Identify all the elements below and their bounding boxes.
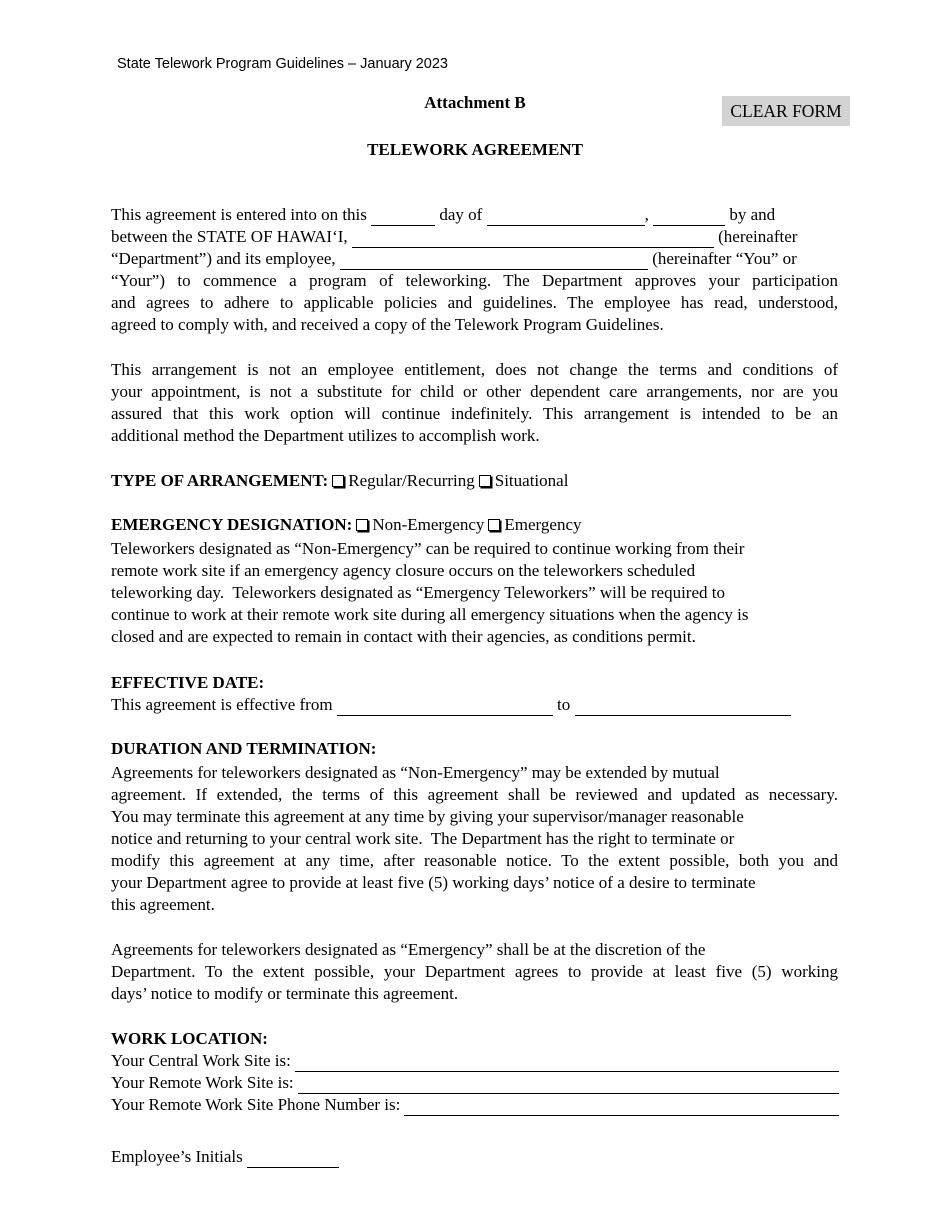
arrangement-heading: TYPE OF ARRANGEMENT:	[111, 471, 329, 490]
remote-site-row	[111, 1072, 839, 1094]
attachment-label: Attachment B	[424, 93, 526, 112]
running-header: State Telework Program Guidelines – January 2023	[117, 56, 449, 72]
intro-text: ,	[644, 205, 649, 224]
remote-phone-row	[111, 1094, 839, 1116]
duration-heading: DURATION AND TERMINATION:	[111, 739, 377, 758]
situational-checkbox[interactable]	[479, 475, 491, 487]
department-blank[interactable]	[352, 231, 714, 248]
duration-line-1: Agreements for teleworkers designated as “Non-Emergency” may be extended by mutual	[111, 763, 720, 782]
intro-text: This agreement is entered into on this	[111, 205, 367, 224]
effective-to-text: to	[557, 695, 571, 714]
initials-blank[interactable]	[247, 1151, 339, 1168]
intro-text: (hereinafter “You” or	[652, 249, 797, 268]
situational-label: Situational	[494, 471, 569, 490]
remote-site-blank[interactable]	[298, 1077, 839, 1094]
central-site-label: Your Central Work Site is:	[111, 1051, 291, 1070]
non-emergency-checkbox[interactable]	[356, 519, 368, 531]
duration-line-2: agreement. If extended, the terms of this agreement shall be reviewed and updated as necessary.	[111, 785, 838, 804]
duration-line-7: this agreement.	[111, 895, 215, 914]
duration-p2-line-1: Agreements for teleworkers designated as “Emergency” shall be at the discretion of the	[111, 940, 706, 959]
employee-blank[interactable]	[340, 253, 648, 270]
emergency-line-5: closed and are expected to remain in contact with their agencies, as conditions permit.	[111, 627, 696, 646]
intro-line-5: and agrees to adhere to applicable policies and guidelines. The employee has read, understood,	[111, 293, 838, 312]
document-title: TELEWORK AGREEMENT	[367, 140, 583, 159]
emergency-line-1: Teleworkers designated as “Non-Emergency” can be required to continue working from their	[111, 539, 745, 558]
initials-row	[111, 1146, 339, 1168]
emergency-line-4: continue to work at their remote work site during all emergency situations when the agency is	[111, 605, 749, 624]
duration-line-5: modify this agreement at any time, after reasonable notice. To the extent possible, both you and	[111, 851, 838, 870]
effective-text: This agreement is effective from	[111, 695, 333, 714]
entitlement-line-2: your appointment, is not a substitute for child or other dependent care arrangements, nor are you	[111, 382, 838, 401]
regular-label: Regular/Recurring	[348, 471, 475, 490]
intro-text: (hereinafter	[718, 227, 798, 246]
effective-to-blank[interactable]	[575, 699, 791, 716]
duration-line-3: You may terminate this agreement at any time by giving your supervisor/manager reasonable	[111, 807, 744, 826]
intro-text: by and	[729, 205, 776, 224]
intro-line-1	[111, 204, 775, 226]
entitlement-line-1: This arrangement is not an employee entitlement, does not change the terms and conditions of	[111, 360, 838, 379]
intro-line-3	[111, 248, 797, 270]
remote-phone-label: Your Remote Work Site Phone Number is:	[111, 1095, 401, 1114]
intro-text: “Department”) and its employee,	[111, 249, 336, 268]
entitlement-line-3: assured that this work option will continue indefinitely. This arrangement is intended to be an	[111, 404, 838, 423]
initials-label: Employee’s Initials	[111, 1147, 243, 1166]
remote-phone-blank[interactable]	[404, 1099, 839, 1116]
month-blank[interactable]	[487, 209, 645, 226]
intro-line-2	[111, 226, 797, 248]
intro-text: between the STATE OF HAWAIʻI,	[111, 227, 348, 246]
emergency-row	[111, 514, 582, 536]
regular-checkbox[interactable]	[332, 475, 344, 487]
effective-row	[111, 694, 791, 716]
duration-p2-line-2: Department. To the extent possible, your Department agrees to provide at least five (5) working	[111, 962, 838, 981]
intro-text: day of	[439, 205, 483, 224]
duration-p2-line-3: days’ notice to modify or terminate this agreement.	[111, 984, 459, 1003]
emergency-line-3: teleworking day. Teleworkers designated as “Emergency Teleworkers” will be required to	[111, 583, 725, 602]
emergency-line-2: remote work site if an emergency agency closure occurs on the teleworkers scheduled	[111, 561, 696, 580]
emergency-checkbox[interactable]	[488, 519, 500, 531]
location-heading: WORK LOCATION:	[111, 1029, 268, 1048]
emergency-label: Emergency	[504, 515, 582, 534]
intro-line-4: “Your”) to commence a program of teleworking. The Department approves your participation	[111, 271, 838, 290]
clear-form-button[interactable]: CLEAR FORM	[722, 96, 850, 126]
central-site-blank[interactable]	[295, 1055, 839, 1072]
intro-line-6: agreed to comply with, and received a copy of the Telework Program Guidelines.	[111, 315, 664, 334]
day-blank[interactable]	[371, 209, 435, 226]
emergency-heading: EMERGENCY DESIGNATION:	[111, 515, 353, 534]
remote-site-label: Your Remote Work Site is:	[111, 1073, 294, 1092]
duration-line-6: your Department agree to provide at least five (5) working days’ notice of a desire to terminate	[111, 873, 756, 892]
non-emergency-label: Non-Emergency	[372, 515, 485, 534]
effective-from-blank[interactable]	[337, 699, 553, 716]
effective-heading: EFFECTIVE DATE:	[111, 673, 265, 692]
duration-line-4: notice and returning to your central work site. The Department has the right to terminate or	[111, 829, 735, 848]
central-site-row	[111, 1050, 839, 1072]
entitlement-line-4: additional method the Department utilizes to accomplish work.	[111, 426, 540, 445]
year-blank[interactable]	[653, 209, 725, 226]
arrangement-row	[111, 470, 568, 492]
